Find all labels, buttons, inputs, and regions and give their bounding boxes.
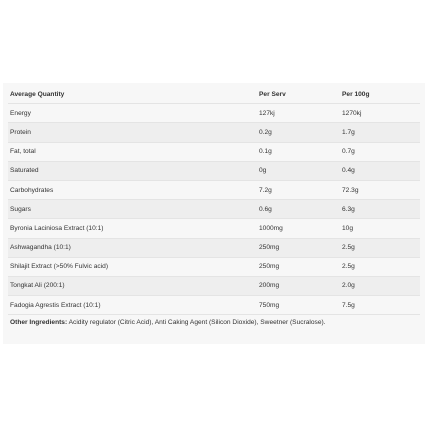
row-per-serv: 127kj xyxy=(257,104,340,123)
row-per-serv: 1000mg xyxy=(257,219,340,238)
other-ingredients-text: Acidity regulator (Citric Acid), Anti Caking Agent (Silicon Dioxide), Sweetner (Sucralose). xyxy=(67,319,326,326)
row-per-serv: 250mg xyxy=(257,238,340,257)
row-per-100g: 7.5g xyxy=(340,296,420,315)
table-row xyxy=(8,142,420,161)
other-ingredients xyxy=(10,319,420,326)
table-row xyxy=(8,219,420,238)
row-per-100g: 72.3g xyxy=(340,180,420,199)
row-label: Energy xyxy=(8,104,257,123)
header-per-100g: Per 100g xyxy=(340,85,420,104)
row-per-serv: 0.1g xyxy=(257,142,340,161)
row-per-serv: 750mg xyxy=(257,296,340,315)
row-per-serv: 7.2g xyxy=(257,180,340,199)
row-per-100g: 0.7g xyxy=(340,142,420,161)
table-row xyxy=(8,276,420,295)
table-row xyxy=(8,161,420,180)
row-label: Shilajit Extract (>50% Fulvic acid) xyxy=(8,257,257,276)
row-per-serv: 0.2g xyxy=(257,123,340,142)
table-row xyxy=(8,200,420,219)
table-row xyxy=(8,180,420,199)
row-label: Saturated xyxy=(8,161,257,180)
row-per-100g: 2.5g xyxy=(340,257,420,276)
row-label: Protein xyxy=(8,123,257,142)
table-row xyxy=(8,296,420,315)
row-per-100g: 2.5g xyxy=(340,238,420,257)
header-average-quantity: Average Quantity xyxy=(8,85,257,104)
row-per-serv: 250mg xyxy=(257,257,340,276)
row-per-serv: 0.6g xyxy=(257,200,340,219)
row-label: Fadogia Agrestis Extract (10:1) xyxy=(8,296,257,315)
row-label: Byronia Laciniosa Extract (10:1) xyxy=(8,219,257,238)
table-row xyxy=(8,123,420,142)
row-per-100g: 10g xyxy=(340,219,420,238)
nutrition-table xyxy=(8,85,420,315)
table-row xyxy=(8,238,420,257)
row-per-100g: 1.7g xyxy=(340,123,420,142)
nutrition-panel xyxy=(3,83,425,344)
row-label: Ashwagandha (10:1) xyxy=(8,238,257,257)
row-label: Carbohydrates xyxy=(8,180,257,199)
other-ingredients-label: Other Ingredients: xyxy=(10,319,68,326)
row-per-serv: 200mg xyxy=(257,276,340,295)
row-label: Tongkat Ali (200:1) xyxy=(8,276,257,295)
row-per-100g: 1270kj xyxy=(340,104,420,123)
table-row xyxy=(8,104,420,123)
table-row xyxy=(8,257,420,276)
row-label: Fat, total xyxy=(8,142,257,161)
row-per-100g: 2.0g xyxy=(340,276,420,295)
row-per-100g: 6.3g xyxy=(340,200,420,219)
table-header-row xyxy=(8,85,420,104)
header-per-serv: Per Serv xyxy=(257,85,340,104)
row-label: Sugars xyxy=(8,200,257,219)
row-per-100g: 0.4g xyxy=(340,161,420,180)
row-per-serv: 0g xyxy=(257,161,340,180)
